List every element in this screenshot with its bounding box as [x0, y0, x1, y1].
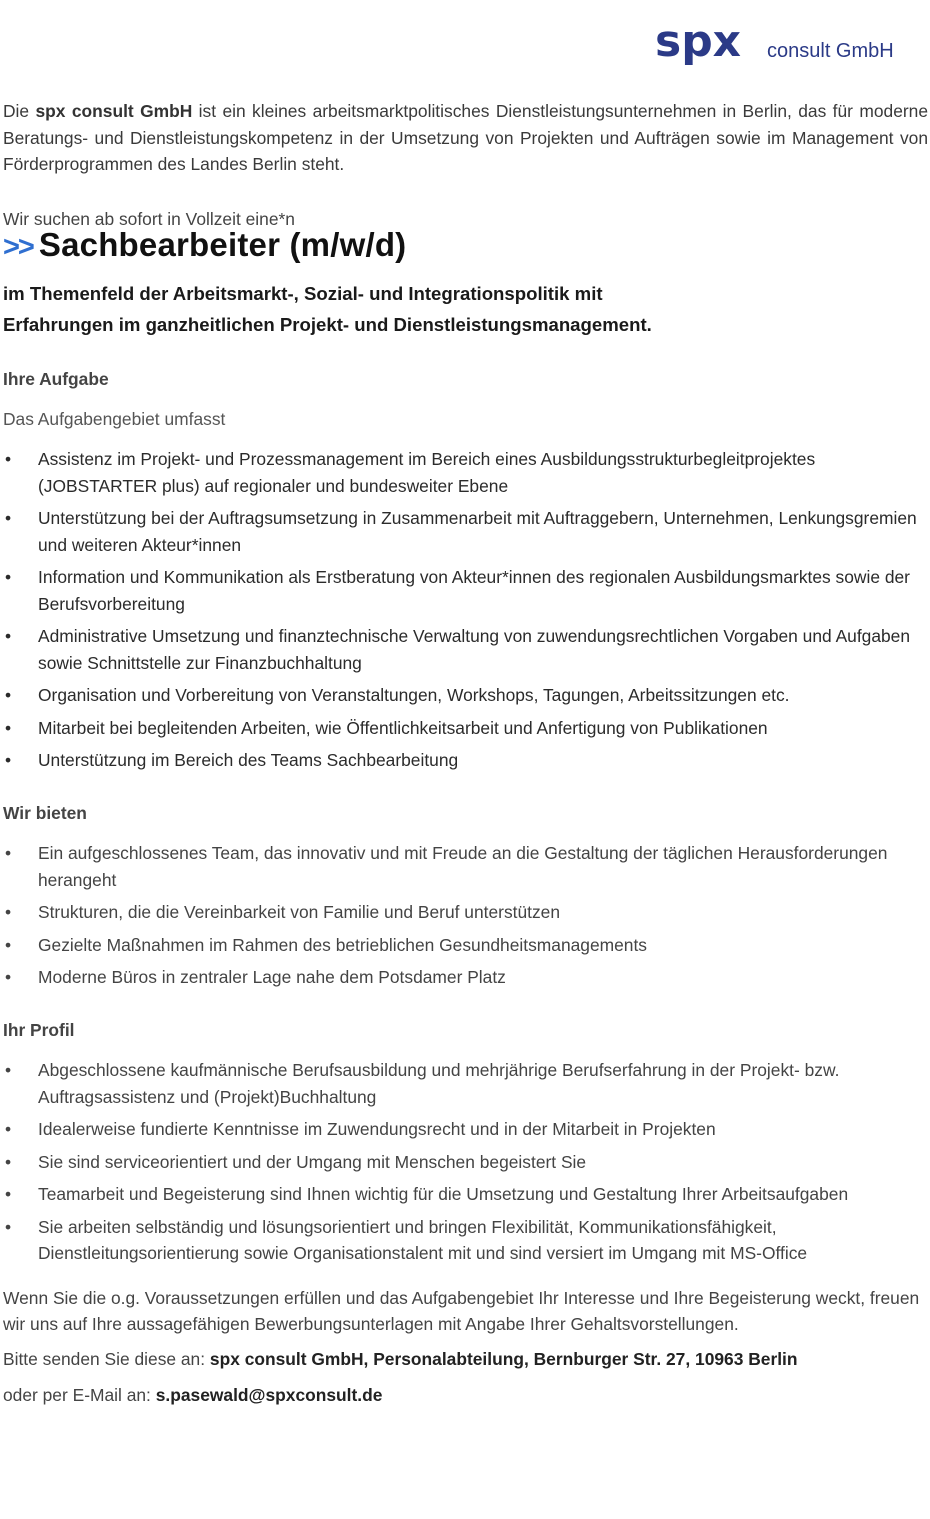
profile-heading: Ihr Profil	[3, 1019, 75, 1040]
list-item: • Strukturen, die die Vereinbarkeit von Familie und Beruf unterstützen	[3, 899, 928, 926]
bullet-icon: •	[5, 843, 12, 863]
subtitle-line-1: im Themenfeld der Arbeitsmarkt-, Sozial- und Integrationspolitik mit	[3, 283, 603, 304]
bullet-icon: •	[5, 902, 12, 922]
company-logo	[655, 16, 905, 80]
postal-address-line	[3, 1346, 928, 1373]
postal-address-label: Bitte senden Sie diese an:	[3, 1348, 210, 1369]
bullet-icon: •	[5, 508, 12, 528]
list-item: • Organisation und Vorbereitung von Veranstaltungen, Workshops, Tagungen, Arbeitssitzungen etc.	[3, 682, 928, 709]
offer-list	[3, 840, 928, 991]
email-address-link[interactable]: s.pasewald@spxconsult.de	[155, 1385, 383, 1405]
postal-address: spx consult GmbH, Personalabteilung, Bernburger Str. 27, 10963 Berlin	[209, 1348, 798, 1369]
list-item: • Ein aufgeschlossenes Team, das innovativ und mit Freude an die Gestaltung der täglichen Herausforderungen herangeht	[3, 840, 928, 893]
logo-suffix-text: consult GmbH	[767, 40, 894, 62]
bullet-icon: •	[5, 1184, 12, 1204]
bullet-icon: •	[5, 934, 12, 955]
bullet-icon: •	[5, 685, 12, 705]
job-subtitle	[3, 278, 928, 340]
bullet-icon: •	[5, 1216, 12, 1237]
intro-post: ist ein kleines arbeitsmarktpolitisches Dienstleistungsunternehmen in Berlin, das für moderne Beratungs- und Dienstleistungskompetenz in der Umsetzung von Projekten und Aufträgen sowie im Management von Förderprogrammen des Landes Berlin steht.	[3, 101, 928, 174]
list-item: • Gezielte Maßnahmen im Rahmen des betrieblichen Gesundheitsmanagements	[3, 932, 928, 959]
list-item: • Assistenz im Projekt- und Prozessmanagement im Bereich eines Ausbildungsstrukturbegleitprojektes (JOBSTARTER plus) auf regionaler und bundesweiter Ebene	[3, 446, 928, 499]
bullet-icon: •	[5, 449, 12, 469]
bullet-icon: •	[5, 1151, 12, 1172]
list-item: • Unterstützung im Bereich des Teams Sachbearbeitung	[3, 747, 928, 774]
logo-brand-text: spx	[655, 16, 742, 67]
list-item: • Unterstützung bei der Auftragsumsetzung in Zusammenarbeit mit Auftraggebern, Unternehmen, Lenkungsgremien und weiteren Akteur*innen	[3, 505, 928, 558]
spx-logo-graphic	[655, 16, 905, 80]
intro-pre: Die	[3, 101, 36, 121]
tasks-heading: Ihre Aufgabe	[3, 369, 109, 389]
list-item: • Mitarbeit bei begleitenden Arbeiten, wie Öffentlichkeitsarbeit und Anfertigung von Publikationen	[3, 715, 928, 742]
lead-text: Wir suchen ab sofort in Vollzeit eine*n	[3, 208, 295, 229]
bullet-icon: •	[5, 750, 12, 770]
double-arrow-icon: >>	[3, 231, 33, 263]
list-item: • Teamarbeit und Begeisterung sind Ihnen wichtig für die Umsetzung und Gestaltung Ihrer Arbeitsaufgaben	[3, 1181, 928, 1208]
tasks-intro: Das Aufgabengebiet umfasst	[3, 408, 226, 429]
list-item: • Moderne Büros in zentraler Lage nahe dem Potsdamer Platz	[3, 964, 928, 991]
list-item: • Information und Kommunikation als Erstberatung von Akteur*innen des regionalen Ausbildungsmarktes sowie der Berufsvorbereitung	[3, 564, 928, 617]
job-posting	[3, 98, 928, 1409]
email-label: oder per E-Mail an:	[3, 1385, 156, 1405]
bullet-icon: •	[5, 717, 12, 738]
bullet-icon: •	[5, 1119, 12, 1139]
list-item: • Abgeschlossene kaufmännische Berufsausbildung und mehrjährige Berufserfahrung in der Projekt- bzw. Auftragsassistenz und (Projekt)Buchhaltung	[3, 1057, 928, 1110]
profile-list	[3, 1057, 928, 1267]
bullet-icon: •	[5, 567, 12, 587]
intro-company: spx consult GmbH	[35, 101, 193, 121]
job-title: Sachbearbeiter (m/w/d)	[38, 226, 407, 263]
job-title-row	[3, 226, 928, 276]
list-item: • Idealerweise fundierte Kenntnisse im Zuwendungsrecht und in der Mitarbeit in Projekten	[3, 1116, 928, 1143]
offer-heading: Wir bieten	[3, 802, 87, 823]
intro-paragraph	[3, 98, 928, 178]
bullet-icon: •	[5, 967, 12, 987]
list-item: • Sie arbeiten selbständig und lösungsorientiert und bringen Flexibilität, Kommunikationsfähigkeit, Dienstleitungsorientierung sowie Organisationstalent mit und sind versiert im Umgang mit MS-Office	[3, 1214, 928, 1267]
bullet-icon: •	[5, 626, 12, 646]
tasks-list	[3, 446, 928, 774]
list-item: • Administrative Umsetzung und finanztechnische Verwaltung von zuwendungsrechtlichen Vorgaben und Aufgaben sowie Schnittstelle zur Finanzbuchhaltung	[3, 623, 928, 676]
email-line	[3, 1382, 928, 1409]
closing-paragraph: Wenn Sie die o.g. Voraussetzungen erfüllen und das Aufgabengebiet Ihr Interesse und Ihre Begeisterung weckt, freuen wir uns auf Ihre aussagefähigen Bewerbungsunterlagen mit Angabe Ihrer Gehaltsvorstellungen.	[3, 1287, 920, 1334]
subtitle-line-2: Erfahrungen im ganzheitlichen Projekt- und Dienstleistungsmanagement.	[3, 314, 652, 335]
bullet-icon: •	[5, 1060, 12, 1080]
list-item: • Sie sind serviceorientiert und der Umgang mit Menschen begeistert Sie	[3, 1149, 928, 1176]
